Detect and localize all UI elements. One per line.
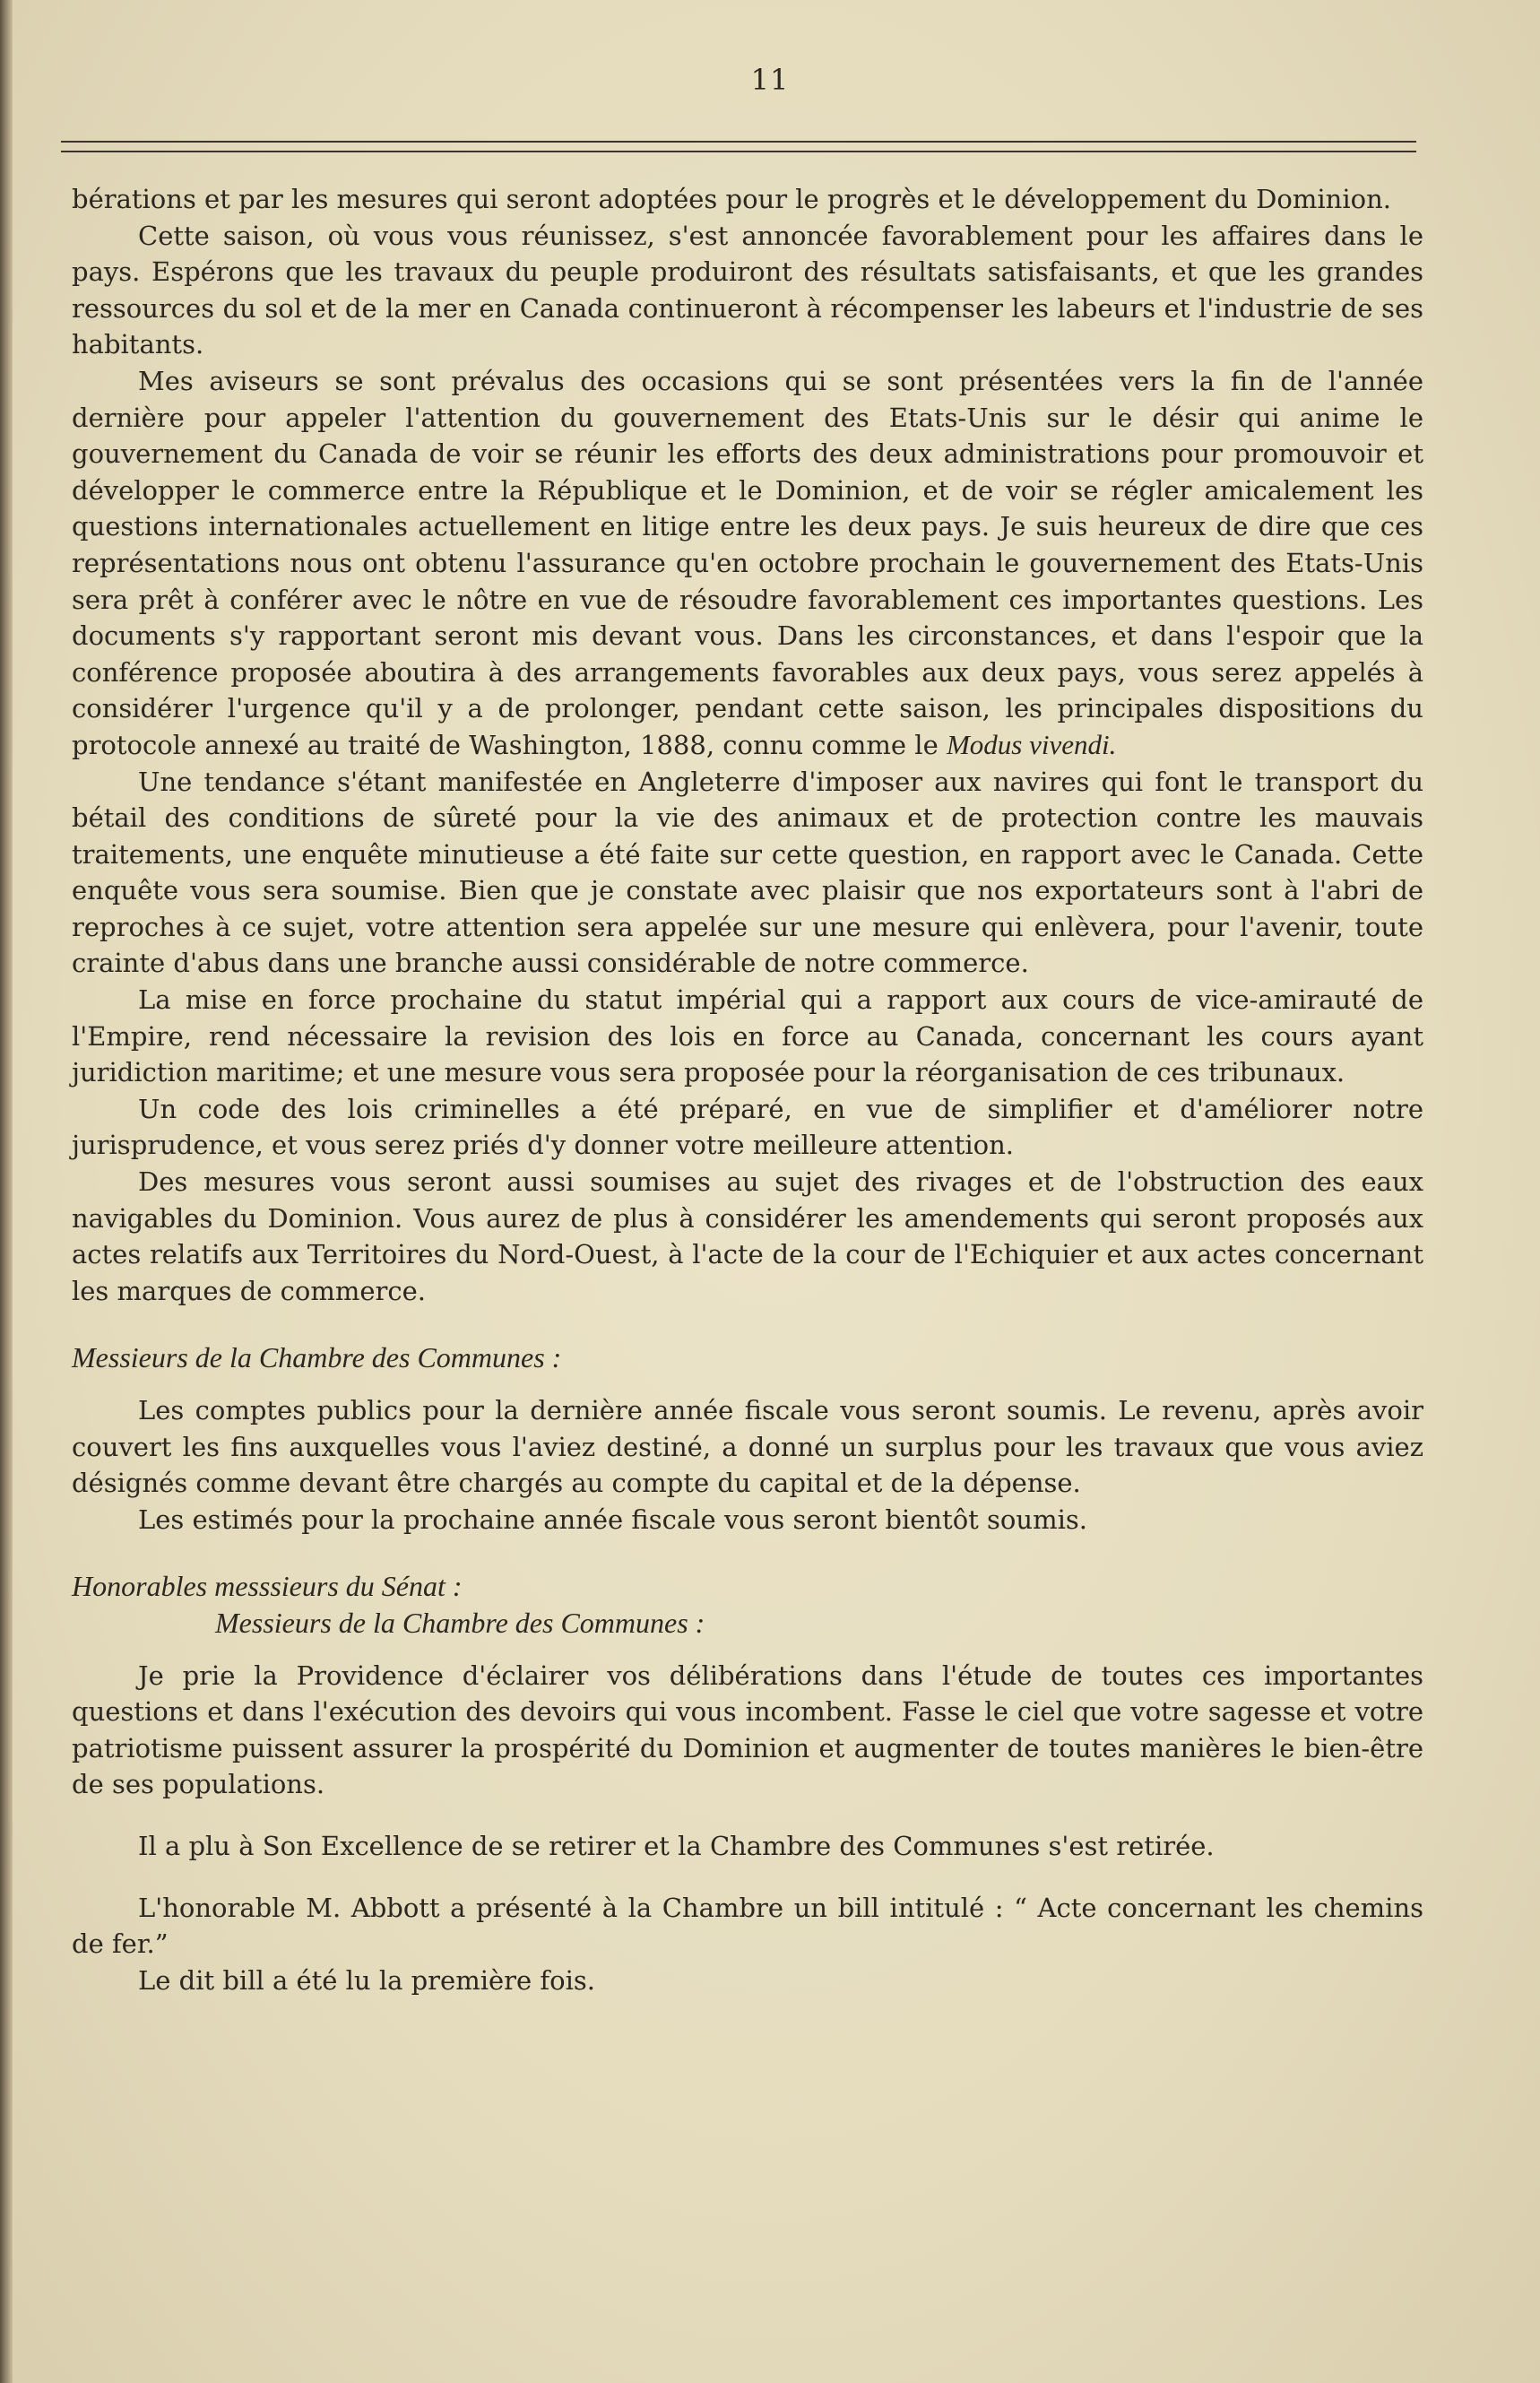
paragraph: Je prie la Providence d'éclairer vos délibérations dans l'étude de toutes ces importantes questions et dans l'exécution des devoirs qui vous incombent. Fasse le ciel que votre sagesse et votre patriotisme puissent assurer la prospérité du Dominion et augmenter de toutes manières le bien-être de ses populations. [72,1659,1423,1800]
page-number: 11 [750,63,790,97]
italic-term-modus-vivendi: Modus vivendi. [946,728,1117,760]
paragraph: bérations et par les mesures qui seront adoptées pour le progrès et le développement du Dominion. [72,184,1391,214]
paragraph: Le dit bill a été lu la première fois. [138,1964,595,1996]
paragraph: Un code des lois criminelles a été préparé, en vue de simplifier et d'améliorer notre jurisprudence, et vous serez priés d'y donner votre meilleure attention. [72,1093,1423,1161]
paragraph: Cette saison, où vous vous réunissez, s'est annoncée favorablement pour les affaires dans le pays. Espérons que les travaux du peuple produiront des résultats satisfaisants, et que les grandes ressources du sol et de la mer en Canada continueront à récompenser les labeurs et l'industrie de ses habitants. [72,220,1423,360]
paragraph: Des mesures vous seront aussi soumises au sujet des rivages et de l'obstruction des eaux navigables du Dominion. Vous aurez de plus à considérer les amendements qui seront proposés aux actes relatifs aux Territoires du Nord-Ouest, à l'acte de la cour de l'Echiquier et aux actes concernant les marques de commerce. [72,1166,1423,1306]
paragraph: L'honorable M. Abbott a présenté à la Chambre un bill intitulé : “ Acte concernant les chemins de fer.” [72,1892,1423,1960]
body-text [72,181,1423,1998]
paragraph: Les comptes publics pour la dernière année fiscale vous seront soumis. Le revenu, après avoir couvert les fins auxquelles vous l'aviez destiné, a donné un surplus pour les travaux que vous aviez désignés comme devant être chargés au compte du capital et de la dépense. [72,1395,1423,1499]
page-binding-edge [0,0,13,2383]
paragraph: Une tendance s'étant manifestée en Angleterre d'imposer aux navires qui font le transport du bétail des conditions de sûreté pour la vie des animaux et de protection contre les mauvais traitements, une enquête minutieuse a été faite sur cette question, en rapport avec le Canada. Cette enquête vous sera soumise. Bien que je constate avec plaisir que nos exportateurs sont à l'abri de reproches à ce sujet, votre attention sera appelée sur une mesure qui enlèvera, pour l'avenir, toute crainte d'abus dans une branche aussi considérable de notre commerce. [72,766,1423,979]
header-rule-bottom [61,151,1416,152]
paragraph: Il a plu à Son Excellence de se retirer et la Chambre des Communes s'est retirée. [138,1830,1215,1861]
section-heading-communes: Messieurs de la Chambre des Communes : [72,1341,562,1374]
paragraph-text: Mes aviseurs se sont prévalus des occasions qui se sont présentées vers la fin de l'année dernière pour appeler l'attention du gouvernement des Etats-Unis sur le désir qui anime le gouvernement du Canada de voir se réunir les efforts des deux administrations pour promouvoir et développer le commerce entre la République et le Dominion, et de voir se régler amicalement les questions internationales actuellement en litige entre les deux pays. Je suis heureux de dire que ces représentations nous ont obtenu l'assurance qu'en octobre prochain le gouvernement des Etats-Unis sera prêt à conférer avec le nôtre en vue de résoudre favorablement ces importantes questions. Les documents s'y rapportant seront mis devant vous. Dans les circonstances, et dans l'espoir que la conférence proposée aboutira à des arrangements favorables aux deux pays, vous serez appelés à considérer l'urgence qu'il y a de prolonger, pendant cette saison, les principales dispositions du protocole annexé au traité de Washington, 1888, connu comme le [72,365,1423,760]
paragraph: Les estimés pour la prochaine année fiscale vous seront bientôt soumis. [138,1503,1087,1535]
section-heading-senat: Honorables messsieurs du Sénat : [72,1570,463,1603]
header-rule-top [61,141,1416,143]
paragraph: La mise en force prochaine du statut impérial qui a rapport aux cours de vice-amirauté de l'Empire, rend nécessaire la revision des lois en force au Canada, concernant les cours ayant juridiction maritime; et une mesure vous sera proposée pour la réorganisation de ces tribunaux. [72,984,1423,1088]
paragraph [72,363,1423,764]
section-heading-communes-2: Messieurs de la Chambre des Communes : [215,1606,705,1639]
